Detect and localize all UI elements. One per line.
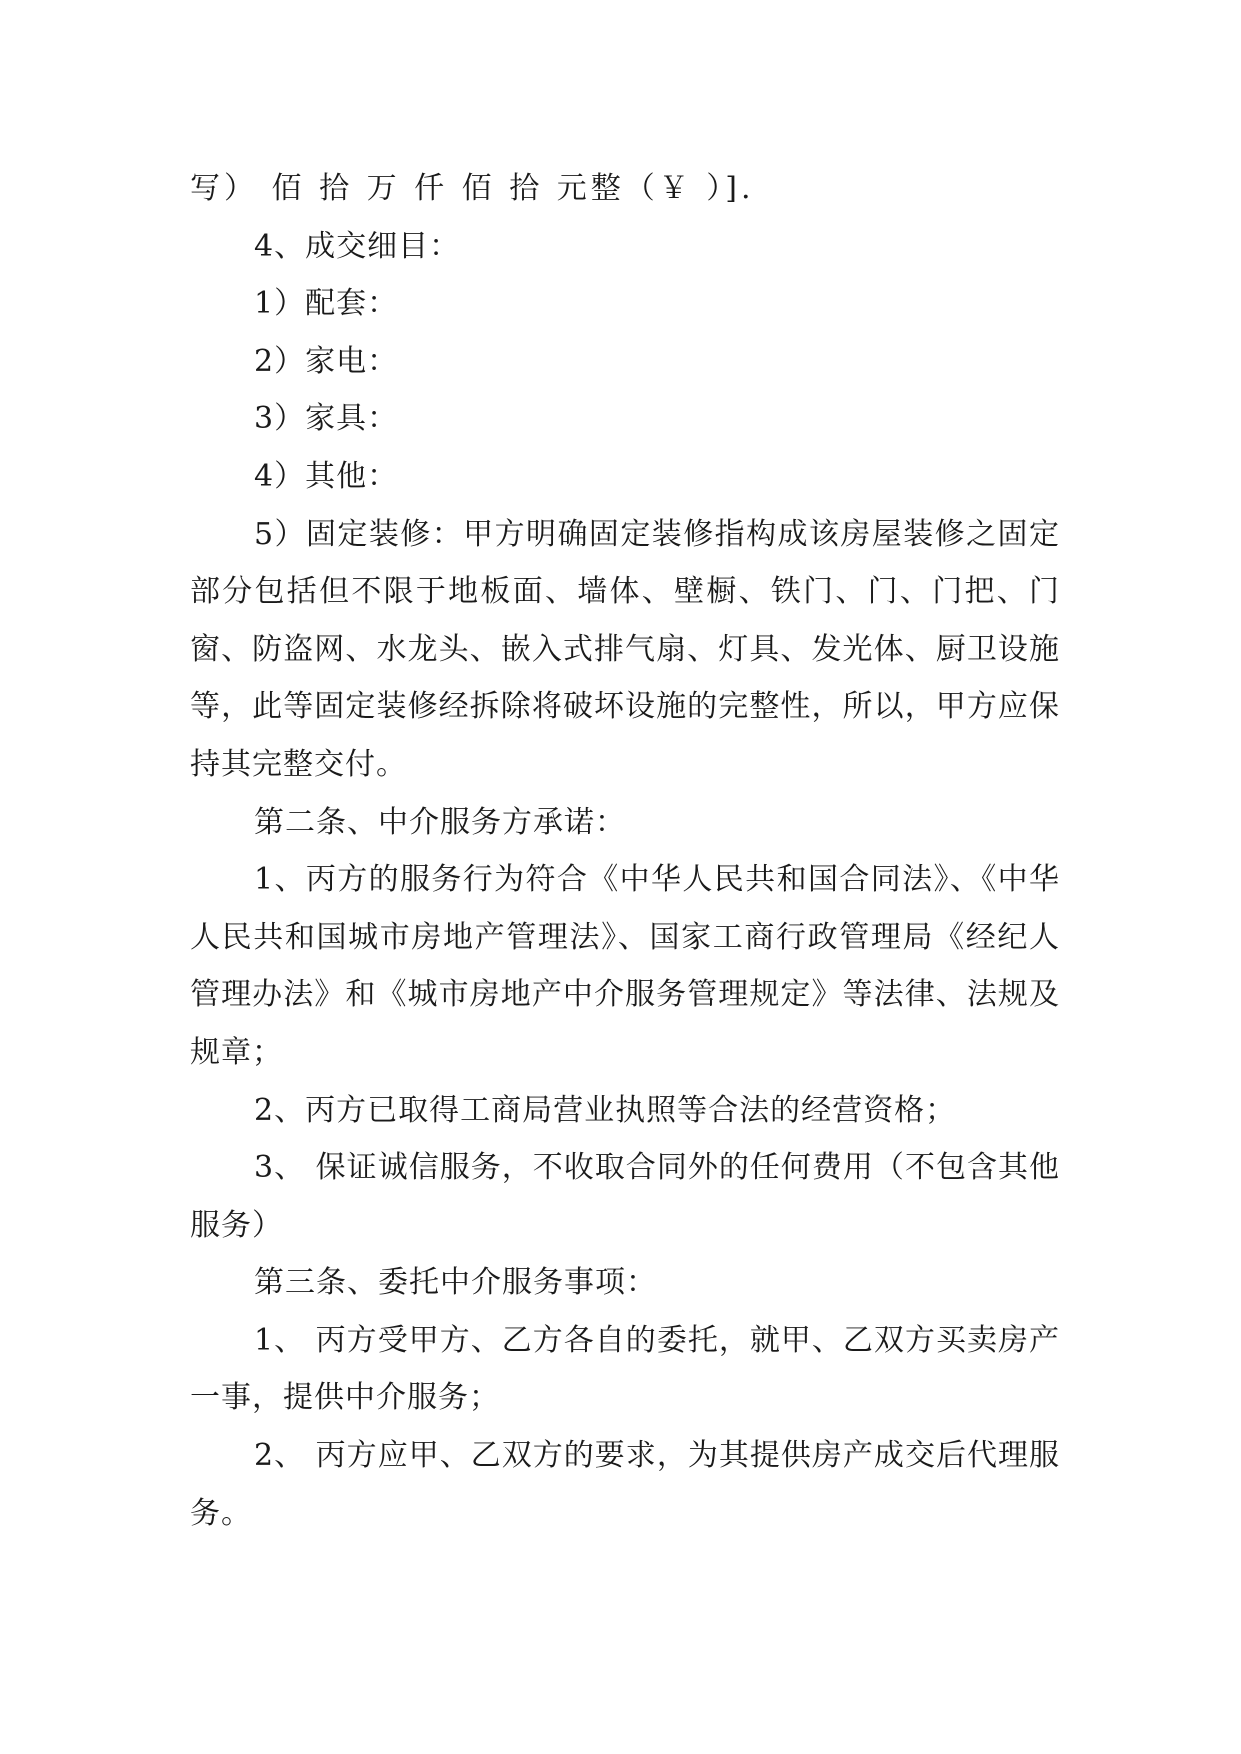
article-three-clause-1: 1、 丙方受甲方、乙方各自的委托，就甲、乙双方买卖房产一事，提供中介服务； <box>190 1322 1060 1416</box>
item-furniture: 3）家具： <box>254 401 399 437</box>
article-two-heading: 第二条、中介服务方承诺： <box>254 804 626 840</box>
article-two-clause-1: 1、丙方的服务行为符合《中华人民共和国合同法》、《中华人民共和国城市房地产管理法》、国家工商行政管理局《经纪人管理办法》和《城市房地产中介服务管理规定》等法律、法规及规章； <box>190 862 1060 1070</box>
article-three-clause-2: 2、 丙方应甲、乙双方的要求，为其提供房产成交后代理服务。 <box>190 1438 1060 1531</box>
deal-details-heading: 4、成交细目： <box>254 228 461 264</box>
article-two-clause-3: 3、 保证诚信服务，不收取合同外的任何费用（不包含其他服务） <box>190 1150 1060 1243</box>
amount-line: 写） 佰 拾 万 仟 佰 拾 元整（￥ ）]. <box>190 171 755 206</box>
item-others: 4）其他： <box>254 458 399 494</box>
item-facilities: 1）配套： <box>254 286 399 322</box>
document-body <box>190 160 1060 1542</box>
item-fixed-decoration: 5）固定装修：甲方明确固定装修指构成该房屋装修之固定部分包括但不限于地板面、墙体、壁橱、铁门、门、门把、门窗、防盗网、水龙头、嵌入式排气扇、灯具、发光体、厨卫设施等，此等固定装修经拆除将破坏设施的完整性，所以，甲方应保持其完整交付。 <box>190 516 1060 782</box>
article-two-clause-2: 2、丙方已取得工商局营业执照等合法的经营资格； <box>254 1092 957 1128</box>
article-three-heading: 第三条、委托中介服务事项： <box>254 1265 657 1301</box>
item-appliances: 2）家电： <box>254 343 399 379</box>
